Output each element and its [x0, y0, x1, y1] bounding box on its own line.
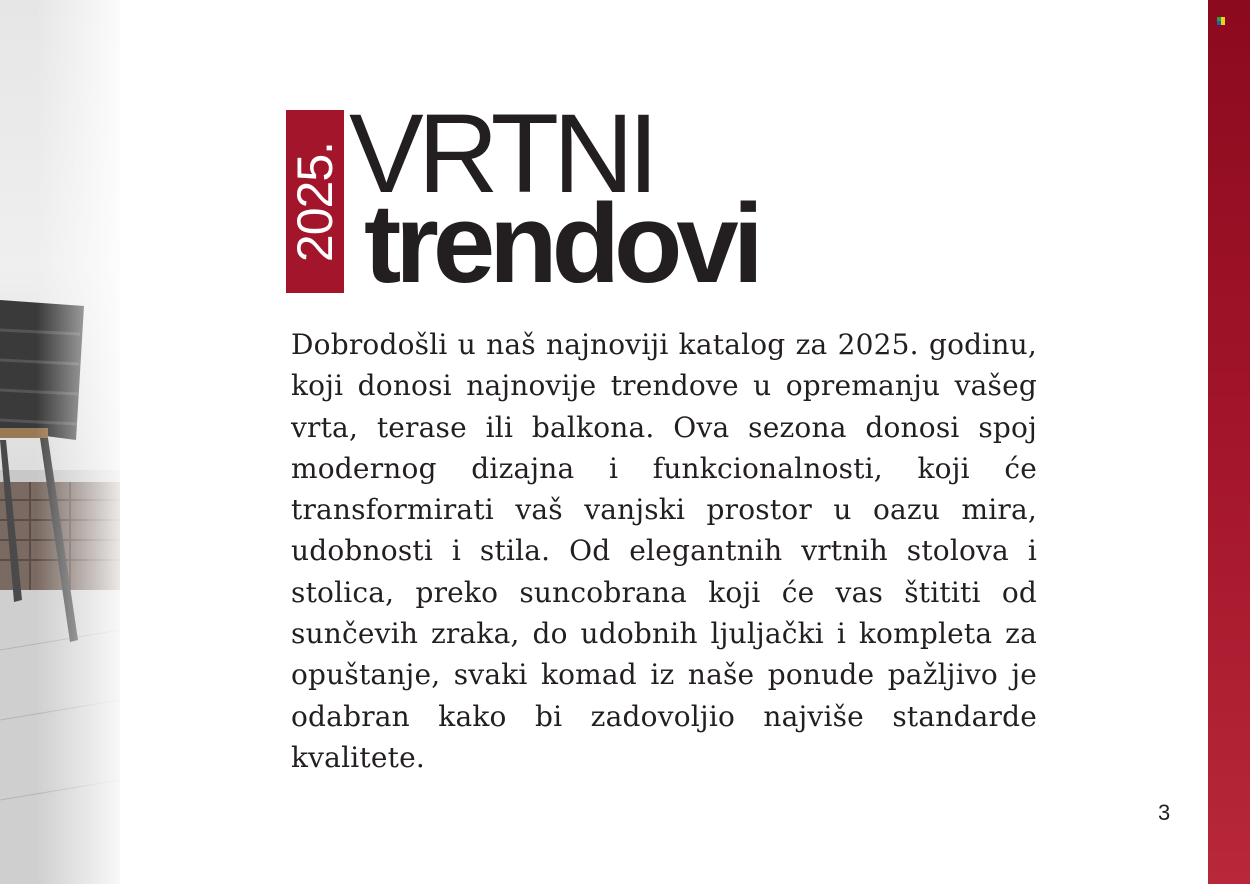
- brand-logo-icon: [1217, 17, 1226, 26]
- intro-paragraph: Dobrodošli u naš najnoviji katalog za 2025. godinu, koji donosi najnovije trendove u opremanju vašeg vrta, terase ili balkona. Ova sezona donosi spoj modernog dizajna i funkcionalnosti, koji će transformirati vaš vanjski prostor u oazu mira, udobnosti i stila. Od elegantnih vrtnih stolova i stolica, preko suncobrana koji će vas štititi od sunčevih zraka, do udobnih ljuljački i kompleta za opuštanje, svaki komad iz naše ponude pažljivo je odabran kako bi zadovoljio najviše standarde kvalitete.: [291, 328, 1037, 774]
- decorative-side-band: [1208, 0, 1250, 884]
- terrace-photo: [0, 0, 120, 884]
- year-label: 2025.: [287, 141, 343, 262]
- year-badge: [286, 110, 344, 293]
- title-line-1: VRTNI: [349, 91, 653, 216]
- title-line-2: trendovi: [364, 181, 758, 306]
- page-number: 3: [1158, 800, 1171, 825]
